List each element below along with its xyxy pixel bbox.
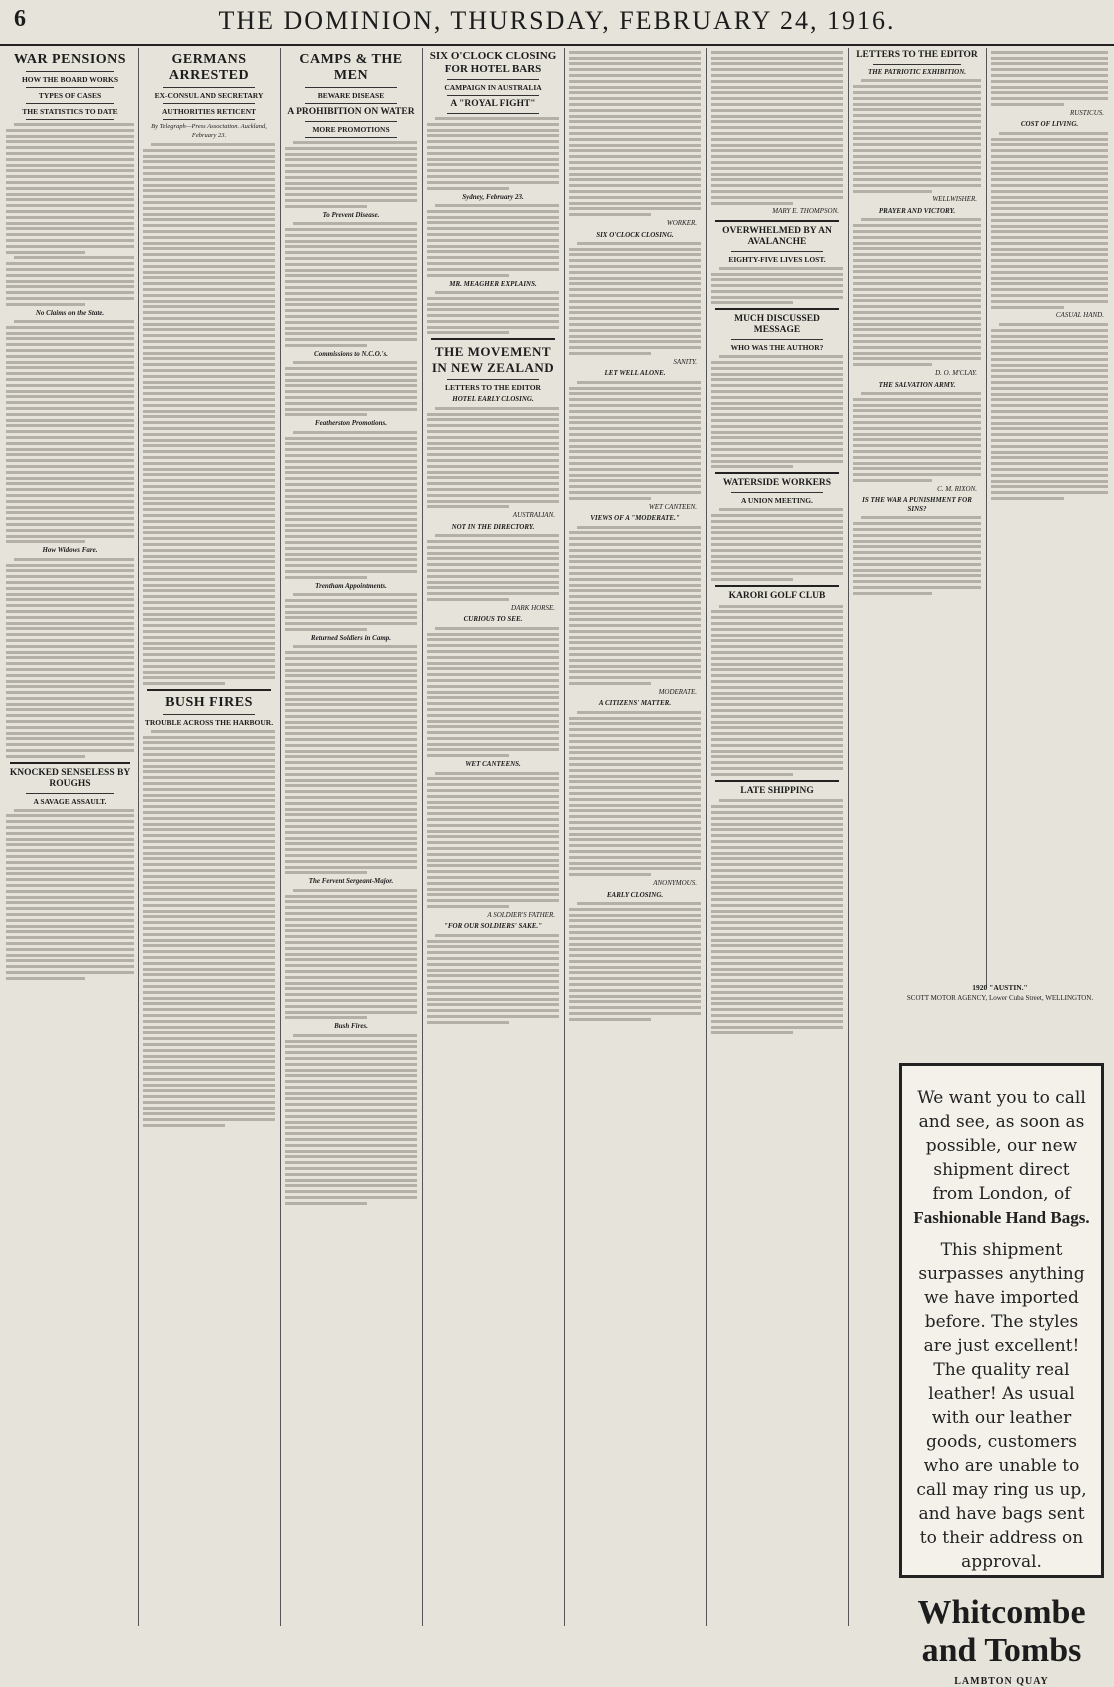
subhead-no-claims: No Claims on the State. [35, 308, 105, 317]
ad-body-2: This shipment surpasses anything we have imported before. The styles are just excellent! The quality real leather! As usual with our leather goods, customers who are unable to call may ring us up, and have bags sent to their address on approval. [916, 1240, 1087, 1572]
subhead-returned-soldiers: Returned Soldiers in Camp. [310, 633, 392, 642]
subhead-cost-living: COST OF LIVING. [1020, 120, 1079, 129]
column-5 [569, 48, 701, 1626]
column-3 [285, 48, 417, 1626]
newspaper-title: THE DOMINION, THURSDAY, FEBRUARY 24, 1916. [218, 6, 896, 35]
deck-promotions: MORE PROMOTIONS [312, 125, 390, 134]
subhead-wet-canteens: WET CANTEENS. [465, 760, 521, 769]
signature: SANITY. [673, 357, 697, 366]
ad-street: LAMBTON QUAY [954, 1676, 1049, 1687]
headline-message: MUCH DISCUSSED MESSAGE [734, 314, 820, 336]
headline-waterside: WATERSIDE WORKERS [722, 478, 832, 489]
deck-ex-consul: EX-CONSUL AND SECRETARY [154, 91, 264, 100]
headline-knocked-senseless: KNOCKED SENSELESS BY ROUGHS [9, 767, 131, 789]
signature: A SOLDIER'S FATHER. [487, 910, 555, 919]
subhead-citizens-matter: A CITIZENS' MATTER. [598, 699, 672, 708]
deck-author: WHO WAS THE AUTHOR? [730, 343, 824, 353]
headline-movement-nz: THE MOVEMENT IN NEW ZEALAND [431, 344, 555, 376]
column-7 [853, 48, 981, 988]
column-6 [711, 48, 843, 1626]
headline-six-oclock: SIX O'CLOCK CLOSING FOR HOTEL BARS [429, 50, 557, 75]
signature: WET CANTEEN. [648, 502, 697, 511]
deck-trouble-harbour: TROUBLE ACROSS THE HARBOUR. [144, 718, 274, 728]
notice-title: 1920 "AUSTIN." [972, 983, 1028, 992]
signature: RUSTICUS. [1069, 108, 1104, 117]
headline-avalanche: OVERWHELMED BY AN AVALANCHE [722, 225, 832, 247]
signature: WORKER. [666, 218, 697, 227]
signature: C. M. RIXON. [937, 484, 977, 493]
signature: DARK HORSE. [511, 603, 555, 612]
ad-product: Fashionable Hand Bags. [913, 1208, 1090, 1227]
deck-campaign-australia: CAMPAIGN IN AUSTRALIA [444, 83, 542, 92]
notice-text: SCOTT MOTOR AGENCY, Lower Cuba Street, WELLINGTON. [906, 994, 1094, 1002]
subhead-sydney: Sydney, February 23. [462, 192, 524, 201]
subhead-sergeant-major: The Fervent Sergeant-Major. [308, 877, 394, 886]
subhead-punishment: IS THE WAR A PUNISHMENT FOR SINS? [862, 496, 972, 513]
subhead-patriotic: THE PATRIOTIC EXHIBITION. [867, 68, 967, 76]
deck-types-of-cases: TYPES OF CASES [38, 91, 102, 100]
page-number: 6 [14, 6, 26, 32]
subhead-salvation: THE SALVATION ARMY. [878, 380, 956, 389]
ad-brand: Whitcombe and Tombs [917, 1594, 1086, 1669]
headline-war-pensions: WAR PENSIONS [13, 52, 127, 67]
subhead-widows: How Widows Fare. [42, 546, 98, 555]
subhead-directory: NOT IN THE DIRECTORY. [451, 522, 535, 531]
subhead-soldiers-sake: "FOR OUR SOLDIERS' SAKE." [443, 922, 543, 931]
subhead-trentham: Trentham Appointments. [315, 581, 387, 590]
deck-statistics: THE STATISTICS TO DATE [22, 107, 118, 116]
handbags-advertisement [899, 1063, 1104, 1687]
headline-letters-editor: LETTERS TO THE EDITOR [856, 50, 978, 60]
byline: By Telegraph—Press Association. Auckland, February 23. [151, 123, 267, 139]
subhead-prayer: PRAYER AND VICTORY. [878, 206, 956, 215]
deck-savage-assault: A SAVAGE ASSAULT. [33, 796, 107, 806]
subhead-prevent-disease: To Prevent Disease. [322, 210, 380, 219]
headline-karori: KARORI GOLF CLUB [728, 590, 826, 601]
column-8 [991, 48, 1108, 978]
ad-body: We want you to call and see, as soon as possible, our new shipment direct from London, of [917, 1088, 1086, 1204]
deck-beware-disease: BEWARE DISEASE [317, 91, 385, 100]
deck-authorities: AUTHORITIES RETICENT [162, 107, 256, 116]
subhead-commissions: Commissions to N.C.O.'s. [314, 349, 388, 358]
motor-notice [900, 980, 1100, 1003]
headline-late-shipping: LATE SHIPPING [740, 785, 814, 796]
subhead-let-well-alone: LET WELL ALONE. [604, 369, 666, 378]
headline-camps-men: CAMPS & THE MEN [299, 52, 403, 83]
signature: ANONYMOUS. [653, 878, 697, 887]
subhead-hotel-early: HOTEL EARLY CLOSING. [452, 395, 534, 404]
headline-germans-arrested: GERMANS ARRESTED [168, 52, 250, 83]
article-body [6, 123, 134, 306]
column-1 [6, 48, 134, 1626]
subhead-curious: CURIOUS TO SEE. [463, 615, 523, 624]
signature: MODERATE. [658, 687, 697, 696]
subhead-early-closing: EARLY CLOSING. [606, 890, 664, 899]
subhead-featherston: Featherston Promotions. [315, 419, 387, 428]
deck-lives-lost: EIGHTY-FIVE LIVES LOST. [728, 254, 826, 264]
deck-board-works: HOW THE BOARD WORKS [21, 75, 119, 84]
subhead-moderate: VIEWS OF A "MODERATE." [590, 514, 680, 523]
subhead-meagher: MR. MEAGHER EXPLAINS. [449, 279, 537, 288]
column-4 [427, 48, 559, 1626]
signature: CASUAL HAND. [1055, 311, 1104, 320]
masthead [0, 0, 1114, 46]
signature: AUSTRALIAN. [512, 511, 555, 520]
deck-union-meeting: A UNION MEETING. [741, 496, 813, 506]
headline-bush-fires: BUSH FIRES [165, 695, 253, 711]
column-2 [143, 48, 275, 1626]
subhead-bush-fires: Bush Fires. [334, 1022, 368, 1031]
deck-royal-fight: A "ROYAL FIGHT" [450, 99, 536, 109]
deck-letters: LETTERS TO THE EDITOR [445, 383, 541, 393]
signature: D. O. M'CLAY. [935, 369, 977, 378]
signature: MARY E. THOMPSON. [772, 207, 839, 216]
deck-prohibition-water: A PROHIBITION ON WATER [287, 107, 415, 117]
signature: WELLWISHER. [932, 195, 977, 204]
subhead-six-oclock: SIX O'CLOCK CLOSING. [596, 230, 674, 239]
